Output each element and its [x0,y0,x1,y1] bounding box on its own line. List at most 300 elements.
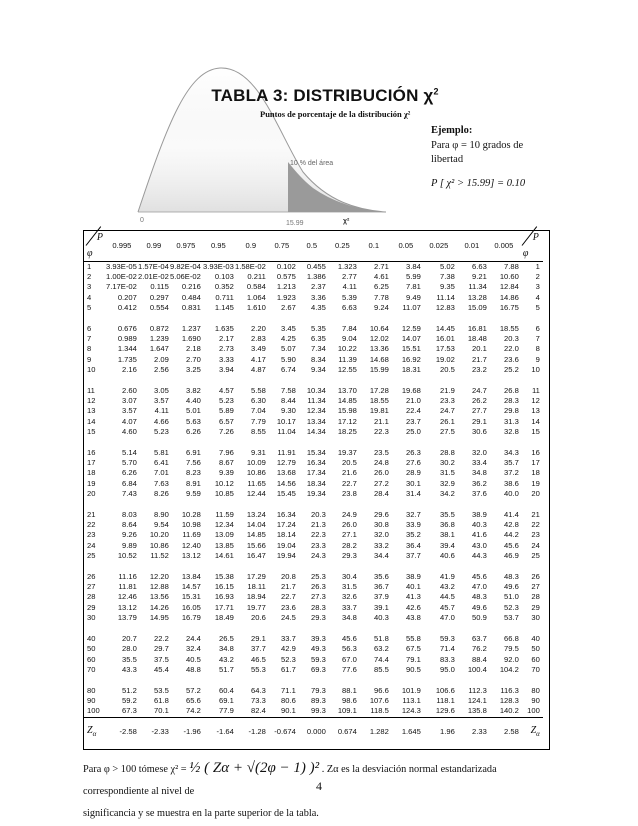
table-cell: 6.91 [186,448,201,458]
table-cell: 45.6 [472,572,487,582]
table-row [84,303,543,313]
column-header: 0.5 [297,231,327,262]
table-cell: 67.5 [406,644,421,654]
table-cell: 26.0 [374,468,389,478]
table-cell: 14.85 [246,530,266,540]
table-cell: 10.52 [117,550,137,560]
df-label-right: 30 [531,612,540,622]
table-cell: 89.3 [311,696,326,706]
table-cell: 26.0 [342,520,357,530]
column-header: 0.25 [327,231,358,262]
table-cell: 8.91 [186,478,201,488]
table-row [84,510,543,520]
table-cell: 17.53 [435,344,455,354]
table-cell: 12.20 [149,572,169,582]
table-cell: 16.05 [181,602,201,612]
table-cell: 7.84 [342,324,357,334]
table-cell: 10.34 [306,386,326,396]
table-cell: 48.3 [472,592,487,602]
phi-symbol: φ [522,247,529,259]
table-row [84,520,543,530]
table-cell: 1.735 [117,354,137,364]
table-cell: 33.9 [406,520,421,530]
df-label-right: 11 [531,386,540,396]
table-cell: 13.34 [306,416,326,426]
table-cell: 12.44 [246,488,266,498]
table-cell: 27.5 [440,426,455,436]
table-cell: 12.55 [337,364,357,374]
table-cell: 22.4 [406,406,421,416]
left-corner-header [84,231,106,262]
table-cell: 3.49 [251,344,266,354]
table-cell: 18.55 [499,324,519,334]
x-zero-label: 0 [140,217,144,224]
table-cell: 6.25 [374,282,389,292]
df-label: 10 [87,364,96,374]
table-cell: 98.6 [342,696,357,706]
table-cell: 6.35 [311,334,326,344]
table-cell: 0.211 [247,272,266,282]
table-cell: 13.85 [214,540,234,550]
x-value-label: 15.99 [286,220,304,227]
table-cell: 33.4 [472,458,487,468]
z-value-cell: -2.58 [106,717,138,748]
table-cell: 14.86 [499,292,519,302]
df-label: 25 [87,550,96,560]
table-cell: 4.07 [122,416,137,426]
table-cell: 1.57E-04 [138,262,169,271]
table-cell: 135.8 [467,706,487,716]
column-header: 0.05 [390,231,422,262]
table-cell: 20.3 [311,510,326,520]
table-cell: 39.3 [311,634,326,644]
table-frame [83,230,550,750]
table-cell: 41.4 [504,510,519,520]
table-cell: 10.12 [214,478,234,488]
table-cell: 40.5 [186,654,201,664]
table-cell: 17.34 [306,468,326,478]
table-cell: 9.82E-04 [170,262,201,271]
table-cell: 2.18 [186,344,201,354]
table-cell: 20.8 [281,572,296,582]
table-cell: 10.20 [149,530,169,540]
table-cell: 70.1 [154,706,169,716]
table-cell: 4.11 [342,282,357,292]
table-cell: 48.3 [504,572,519,582]
z-value-cell: 1.645 [390,717,422,748]
table-cell: 9.59 [186,488,201,498]
table-row [84,696,543,706]
df-label-right: 7 [535,334,540,344]
z-alpha-label-right [520,717,543,748]
table-cell: 85.5 [374,664,389,674]
table-cell: 5.14 [122,448,137,458]
table-cell: 53.5 [154,685,169,695]
table-cell: 24.4 [186,634,201,644]
table-cell: 21.3 [311,520,326,530]
table-cell: 6.26 [186,426,201,436]
table-cell: 15.66 [246,540,266,550]
df-label-right: 90 [531,696,540,706]
table-row [84,489,543,499]
table-cell: 11.34 [307,396,326,406]
table-cell: 33.2 [374,540,389,550]
group-spacer [84,375,543,386]
table-cell: 61.8 [154,696,169,706]
table-row [84,706,543,717]
table-cell: 2.60 [122,386,137,396]
table-cell: 12.46 [117,592,137,602]
page-subtitle: Puntos de porcentaje de la distribución χ² [260,109,411,119]
table-cell: 7.38 [440,272,455,282]
table-cell: 6.26 [122,468,137,478]
table-cell: 36.2 [472,478,487,488]
table-cell: 30.1 [406,478,421,488]
z-value-cell: -0.674 [267,717,297,748]
table-row [84,365,543,375]
table-cell: 8.23 [186,468,201,478]
table-cell: 13.56 [149,592,169,602]
p-symbol: P [532,232,539,243]
df-label-right: 16 [531,448,540,458]
table-cell: 10.22 [337,344,357,354]
table-cell: 12.84 [499,282,519,292]
table-cell: 25.0 [406,426,421,436]
table-cell: 1.923 [276,292,296,302]
table-cell: 101.9 [401,685,421,695]
table-cell: 19.68 [401,386,421,396]
table-cell: 1.213 [276,282,296,292]
df-label: 14 [87,416,96,426]
table-cell: 35.5 [440,510,455,520]
table-cell: 11.14 [436,292,455,302]
table-cell: 104.2 [499,664,519,674]
table-cell: 27.3 [311,592,326,602]
table-cell: 52.3 [281,654,296,664]
table-cell: 41.9 [440,572,455,582]
table-cell: 17.29 [246,572,266,582]
table-cell: 4.25 [281,334,296,344]
table-cell: 16.75 [499,302,519,312]
table-cell: 77.6 [342,664,357,674]
table-cell: 32.0 [472,448,487,458]
table-cell: 14.34 [306,426,326,436]
table-cell: 30.8 [374,520,389,530]
df-label: 27 [87,582,96,592]
table-cell: 24.5 [281,612,296,622]
table-cell: 18.94 [246,592,266,602]
table-cell: 7.58 [281,386,296,396]
df-label: 12 [87,396,96,406]
table-cell: 3.25 [186,364,201,374]
df-label-right: 27 [531,582,540,592]
table-cell: 7.01 [154,468,169,478]
table-cell: 23.3 [440,396,455,406]
table-cell: 14.68 [369,354,389,364]
table-cell: 7.81 [406,282,421,292]
table-cell: 88.1 [342,685,357,695]
df-label: 90 [87,696,96,706]
table-cell: 9.31 [251,448,266,458]
table-cell: 0.676 [117,324,137,334]
table-cell: 45.6 [504,540,519,550]
table-cell: 22.0 [504,344,519,354]
table-cell: 0.711 [215,292,234,302]
right-corner-header [520,231,543,262]
df-label-right: 6 [535,324,540,334]
df-label: 9 [87,354,92,364]
z-symbol: $Z_\alpha$ [87,724,97,738]
table-cell: 35.7 [504,458,519,468]
column-header: 0.9 [235,231,267,262]
table-cell: 9.54 [154,520,169,530]
table-cell: 41.6 [472,530,487,540]
title-sup: 2 [433,86,439,97]
table-cell: 9.04 [342,334,357,344]
df-label-right: 9 [535,354,540,364]
table-cell: 35.2 [406,530,421,540]
df-label-right: 40 [531,634,540,644]
table-row [84,334,543,344]
table-cell: 37.2 [504,468,519,478]
table-cell: 22.3 [374,426,389,436]
table-cell: 16.01 [435,334,455,344]
table-cell: 7.96 [219,448,234,458]
table-cell: 36.7 [374,582,389,592]
table-cell: 13.12 [117,602,137,612]
table-cell: 26.3 [406,448,421,458]
df-label: 24 [87,540,96,550]
table-cell: 45.4 [154,664,169,674]
df-label: 23 [87,530,96,540]
table-cell: 32.4 [186,644,201,654]
x-symbol-label: χ² [343,218,350,225]
table-cell: 59.3 [311,654,326,664]
df-label-right: 24 [531,540,540,550]
table-cell: 63.7 [472,634,487,644]
table-cell: 0.102 [276,262,296,271]
df-label: 13 [87,406,96,416]
table-cell: 2.17 [219,334,234,344]
table-cell: 5.01 [186,406,201,416]
table-cell: 23.7 [406,416,421,426]
table-cell: 26.2 [472,396,487,406]
table-cell: 0.989 [117,334,137,344]
table-cell: 40.3 [374,612,389,622]
df-label: 1 [87,262,92,271]
group-spacer [84,313,543,324]
table-cell: 7.79 [251,416,266,426]
table-cell: 18.11 [247,582,266,592]
df-label-right: 10 [531,364,540,374]
table-cell: 34.8 [342,612,357,622]
df-label: 26 [87,572,96,582]
table-cell: 21.6 [342,468,357,478]
df-label: 15 [87,426,96,436]
table-cell: 57.2 [186,685,201,695]
table-cell: 16.81 [467,324,487,334]
chi-square-table [84,231,543,748]
tail-area [288,162,386,212]
table-cell: 33.7 [342,602,357,612]
table-cell: 28.2 [342,540,357,550]
table-cell: 19.34 [306,488,326,498]
table-cell: 44.2 [504,530,519,540]
column-header: 0.1 [358,231,390,262]
table-cell: 76.2 [472,644,487,654]
table-cell: 14.26 [149,602,169,612]
table-cell: 43.2 [440,582,455,592]
table-cell: 19.94 [276,550,296,560]
table-cell: 2.70 [186,354,201,364]
table-cell: 2.83 [251,334,266,344]
table-cell: 1.58E-02 [235,262,266,271]
df-label: 7 [87,334,92,344]
table-cell: 11.04 [277,426,296,436]
table-cell: 67.0 [342,654,357,664]
table-cell: 30.4 [342,572,357,582]
table-cell: 34.8 [472,468,487,478]
table-cell: 28.3 [504,396,519,406]
z-value-cell: 2.58 [488,717,520,748]
table-cell: 20.6 [251,612,266,622]
table-cell: 6.57 [219,416,234,426]
page-title [0,86,638,106]
table-cell: 13.70 [337,386,357,396]
table-cell: 26.8 [504,386,519,396]
table-cell: 19.04 [276,540,296,550]
table-cell: 16.47 [246,550,266,560]
table-cell: 34.3 [504,448,519,458]
df-label: 21 [87,510,96,520]
table-cell: 2.71 [374,262,389,271]
table-cell: 95.0 [440,664,455,674]
table-cell: 22.7 [342,478,357,488]
table-cell: 13.68 [276,468,296,478]
table-row [84,582,543,592]
table-cell: 107.6 [369,696,389,706]
table-cell: 36.8 [440,520,455,530]
table-cell: 13.28 [467,292,487,302]
table-cell: 43.2 [219,654,234,664]
table-cell: 23.3 [311,540,326,550]
table-row [84,344,543,354]
table-cell: 9.26 [122,530,137,540]
table-cell: 3.93E-03 [203,262,234,271]
table-cell: 15.99 [369,364,389,374]
page-number: 4 [316,779,322,793]
table-cell: 2.77 [342,272,357,282]
table-cell: 32.0 [374,530,389,540]
table-cell: 22.7 [281,592,296,602]
table-cell: 11.39 [338,354,357,364]
df-label-right: 4 [535,292,540,302]
table-cell: 22.2 [154,634,169,644]
table-cell: 118.1 [436,696,455,706]
z-value-cell: -1.96 [170,717,202,748]
table-cell: 43.0 [472,540,487,550]
table-cell: 73.3 [251,696,266,706]
table-cell: 90.1 [281,706,296,716]
table-cell: 37.7 [251,644,266,654]
table-cell: 34.2 [440,488,455,498]
table-cell: 11.65 [247,478,266,488]
table-cell: 29.3 [342,550,357,560]
df-label-right: 50 [531,644,540,654]
table-cell: 5.99 [406,272,421,282]
table-row [84,355,543,365]
table-cell: 27.6 [406,458,421,468]
table-cell: 8.64 [122,520,137,530]
group-spacer [84,499,543,510]
column-header: 0.025 [422,231,456,262]
footnote-prefix: Para φ > 100 tómese χ² = [83,764,187,775]
table-cell: 79.5 [504,644,519,654]
table-cell: 13.79 [117,612,137,622]
example-line2: libertad [431,154,464,165]
table-cell: 52.3 [504,602,519,612]
df-label: 2 [87,272,92,282]
table-cell: 116.3 [500,685,519,695]
table-cell: 42.9 [281,644,296,654]
table-cell: 36.4 [406,540,421,550]
table-row [84,324,543,334]
example-formula: P [ χ² > 15.99] = 0.10 [431,177,526,189]
table-cell: 3.33 [219,354,234,364]
df-label-right: 19 [531,478,540,488]
table-cell: 4.40 [186,396,201,406]
table-cell: 5.81 [154,448,169,458]
table-cell: 74.2 [186,706,201,716]
df-label-right: 12 [531,396,540,406]
column-header: 0.95 [202,231,235,262]
df-label-right: 70 [531,664,540,674]
table-cell: 25.3 [311,572,326,582]
table-row [84,396,543,406]
table-cell: 17.12 [337,416,357,426]
table-row [84,541,543,551]
table-cell: 40.1 [406,582,421,592]
example-box [431,124,601,191]
df-label-right: 17 [531,458,540,468]
table-cell: 3.57 [122,406,137,416]
table-cell: 7.26 [219,426,234,436]
table-cell: 38.6 [504,478,519,488]
table-cell: 55.3 [251,664,266,674]
table-cell: 51.2 [122,685,137,695]
table-cell: 26.5 [219,634,234,644]
table-cell: 11.91 [277,448,296,458]
df-label: 6 [87,324,92,334]
table-cell: 38.9 [406,572,421,582]
table-cell: 71.4 [440,644,455,654]
table-cell: 32.9 [440,478,455,488]
df-label-right: 14 [531,416,540,426]
table-row [84,272,543,282]
table-cell: 44.3 [472,550,487,560]
table-cell: 30.2 [440,458,455,468]
table-cell: 0.455 [306,262,326,271]
table-cell: 9.89 [122,540,137,550]
table-cell: 47.0 [472,582,487,592]
table-cell: 13.84 [181,572,201,582]
table-cell: 20.3 [504,334,519,344]
z-subscript: α [536,729,540,738]
table-cell: 12.34 [214,520,234,530]
table-cell: 3.36 [311,292,326,302]
z-value-cell: 0.674 [327,717,358,748]
table-cell: 4.35 [311,302,326,312]
